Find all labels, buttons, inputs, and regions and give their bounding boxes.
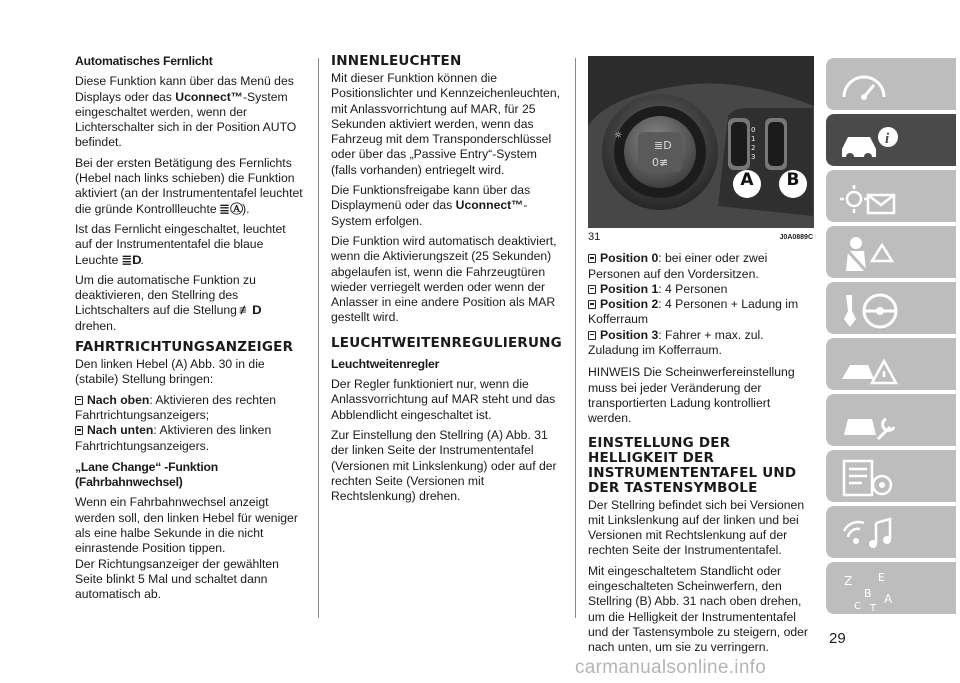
paragraph-helligkeit-einstellen: Mit eingeschaltetem Standlicht oder eingeschalteten Scheinwerfern, den Stellring (B) Abb. 31 nach oben drehen, um die Helligkeit der Instrumententafel und der Tastensymbole zu steigern, oder nach unten, um sie zu verringern.	[588, 563, 808, 655]
figure-number: 31	[588, 231, 601, 243]
text: -System eingeschaltet werden, wenn der Lichterschalter sich in der Position AUTO befindet.	[75, 89, 297, 150]
chapter-tab-car-info[interactable]	[826, 114, 956, 166]
text: Position 2	[600, 297, 659, 312]
chapter-tab-maintenance[interactable]	[826, 394, 956, 446]
heading-lane-change: „Lane Change“ -Funktion (Fahrbahnwechsel)	[75, 459, 219, 490]
right-column	[588, 54, 813, 661]
svg-text:E: E	[878, 571, 885, 584]
paragraph-innen-intro: Mit dieser Funktion können die Positionslichter und Kennzeichenleuchten, mit Anlassvorrichtung auf MAR, für 25 Sekunden aktiviert werden, wenn das Fahrzeug mit dem Transponderschlüssel oder über das „Passive Entry“-System (falls vorhanden) entriegelt wird.	[331, 71, 561, 177]
index-icon	[838, 567, 902, 611]
svg-text:☼: ☼	[614, 131, 623, 141]
heading-leuchtweitenregulierung: LEUCHTWEITENREGULIERUNG	[331, 334, 562, 351]
multimedia-icon	[838, 511, 902, 555]
bullet-icon	[75, 426, 83, 435]
chapter-tab-seatbelt-safety[interactable]	[826, 226, 956, 278]
paragraph-regler: Der Regler funktioniert nur, wenn die Anlassvorrichtung auf MAR steht und das Abblendlicht eingeschaltet ist.	[331, 377, 556, 422]
text: : 4 Personen + Ladung im Kofferraum	[588, 297, 799, 327]
chapter-tab-multimedia[interactable]	[826, 506, 956, 558]
chapter-tab-emergency[interactable]	[826, 338, 956, 390]
emergency-icon	[838, 343, 902, 387]
auto-high-beam-icon: ≣Ⓐ	[218, 201, 244, 216]
page-number: 29	[829, 630, 846, 647]
dashboard-icon	[838, 63, 902, 107]
svg-text:i: i	[885, 131, 890, 147]
text: drehen.	[75, 318, 117, 333]
paragraph-lane-change: Wenn ein Fahrbahnwechsel anzeigt werden soll, den linken Hebel für weniger als eine halbe Sekunde in die nicht einrastende Position tippen.	[75, 495, 298, 556]
heading-fahrtrichtungsanzeiger: FAHRTRICHTUNGSANZEIGER	[75, 339, 294, 356]
bullet-icon	[588, 331, 596, 340]
list-item	[75, 393, 303, 424]
text: Um die automatische Funktion zu deaktivieren, den Stellring des Lichtschalters auf die Stellung	[75, 272, 256, 318]
list-item	[588, 328, 813, 359]
paragraph-lever: Den linken Hebel (A) Abb. 30 in die (stabile) Stellung bringen:	[75, 357, 265, 387]
low-beam-icon: ≢D	[239, 303, 263, 318]
steering-starting-icon	[838, 287, 902, 331]
paragraph-fernlicht-activation	[75, 156, 303, 217]
chapter-tab-dashboard[interactable]	[826, 58, 956, 110]
maintenance-icon	[838, 399, 902, 443]
paragraph-innen-deaktivierung: Die Funktion wird automatisch deaktiviert, wenn die Aktivierungszeit (25 Sekunden) abgelaufen ist, wenn die Fahrzeugtüren wieder verriegelt werden oder wenn der Anlasser in eine andere Position als MAR gestellt wird.	[331, 233, 557, 325]
svg-text:Z: Z	[844, 574, 853, 588]
text: Bei der ersten Betätigung des Fernlichts (Hebel nach links schieben) die Funktion aktiviert (an der Instrumententafel leuchtet die gründe Kontrollleuchte	[75, 155, 303, 216]
text: -System erfolgen.	[331, 198, 528, 228]
watermark: carmanualsonline.info	[575, 657, 767, 678]
svg-text:≣D: ≣D	[654, 139, 672, 152]
text: : Aktivieren des rechten Fahrtrichtungsanzeigers;	[75, 392, 276, 422]
positions-list	[588, 251, 813, 358]
text: : Fahrer + max. zul. Zuladung im Kofferraum.	[588, 327, 764, 358]
text: Position 1	[600, 281, 659, 296]
high-beam-icon: ≣D	[120, 252, 142, 267]
text: : Aktivieren des linken Fahrtrichtungsanzeigers.	[75, 423, 272, 453]
list-item	[588, 251, 813, 282]
paragraph-blink: Der Richtungsanzeiger der gewählten Seite blinkt 5 Mal und schaltet dann automatisch ab.	[75, 556, 279, 602]
middle-column	[331, 54, 561, 509]
figure-caption	[588, 230, 813, 245]
paragraph-innen-freigabe	[331, 183, 561, 229]
text: Ist das Fernlicht eingeschaltet, leuchtet auf der Instrumententafel die blaue Leuchte	[75, 221, 286, 267]
text: Position 3	[600, 327, 659, 342]
svg-text:B: B	[864, 587, 872, 600]
bullet-icon	[588, 300, 596, 309]
heading-innenleuchten: INNENLEUCHTEN	[331, 53, 462, 69]
heading-leuchtweitenregler: Leuchtweitenregler	[331, 356, 440, 371]
text: Die Funktionsfreigabe kann über das Displaymenü oder das	[331, 183, 531, 213]
list-item	[75, 423, 303, 454]
text: Nach oben	[87, 392, 150, 407]
svg-text:1: 1	[751, 135, 756, 143]
text: : bei einer oder zwei Personen auf den Vordersitzen.	[588, 251, 768, 281]
svg-text:3: 3	[751, 153, 756, 161]
paragraph-stellring: Der Stellring befindet sich bei Versionen mit Linkslenkung auf der linken und bei Versionen mit Rechtslenkung auf der rechten Seite der Instrumententafel.	[588, 497, 805, 558]
chapter-tab-lights-warning[interactable]	[826, 170, 956, 222]
technical-data-icon	[838, 455, 902, 499]
paragraph-hinweis: HINWEIS Die Scheinwerfereinstellung muss bei jeder Veränderung der transportierten Ladung kontrolliert werden.	[588, 365, 795, 426]
heading-helligkeit: EINSTELLUNG DER HELLIGKEIT DER INSTRUMENTENTAFEL UND DER TASTENSYMBOLE	[588, 434, 797, 496]
list-item	[588, 282, 813, 297]
light-switch-illustration	[588, 56, 814, 228]
chapter-tab-steering-starting[interactable]	[826, 282, 956, 334]
chapter-tab-index[interactable]	[826, 562, 956, 614]
text: ).	[242, 201, 250, 216]
left-column	[75, 54, 303, 608]
paragraph-blue-light	[75, 222, 303, 268]
paragraph-fernlicht-intro	[75, 74, 303, 150]
list-item	[588, 297, 813, 328]
column-divider	[575, 58, 576, 618]
svg-text:0≢: 0≢	[652, 156, 669, 169]
paragraph-deactivate	[75, 273, 303, 334]
brand-uconnect: Uconnect™	[455, 198, 524, 213]
paragraph-einstellung: Zur Einstellung den Stellring (A) Abb. 31 der linken Seite der Instrumententafel (Versionen mit Linkslenkung) oder auf der rechten Seite (Versionen mit Rechtslenkung) drehen.	[331, 427, 557, 504]
callout-label-a: A	[740, 170, 754, 190]
text: .	[140, 252, 144, 267]
bullet-icon	[588, 285, 596, 294]
bullet-icon	[75, 396, 83, 405]
text: Nach unten	[87, 423, 154, 438]
heading-automatisches-fernlicht: Automatisches Fernlicht	[75, 54, 213, 68]
svg-text:A: A	[884, 592, 893, 606]
seatbelt-safety-icon	[838, 231, 902, 275]
text: Diese Funktion kann über das Menü des Displays oder das	[75, 74, 294, 104]
bullet-icon	[588, 254, 596, 263]
svg-text:T: T	[870, 603, 877, 611]
brand-uconnect: Uconnect™	[175, 89, 243, 104]
svg-text:2: 2	[751, 144, 756, 152]
callout-label-b: B	[786, 170, 800, 190]
lights-warning-icon	[838, 175, 902, 219]
svg-text:C: C	[854, 601, 861, 611]
svg-text:0: 0	[751, 126, 756, 134]
figure-code: J0A0889C	[779, 234, 813, 241]
column-divider	[318, 58, 319, 618]
chapter-tab-technical-data[interactable]	[826, 450, 956, 502]
text: Position 0	[600, 251, 659, 266]
car-info-icon	[838, 119, 902, 163]
text: : 4 Personen	[658, 281, 728, 296]
figure-31-photo	[588, 56, 814, 228]
